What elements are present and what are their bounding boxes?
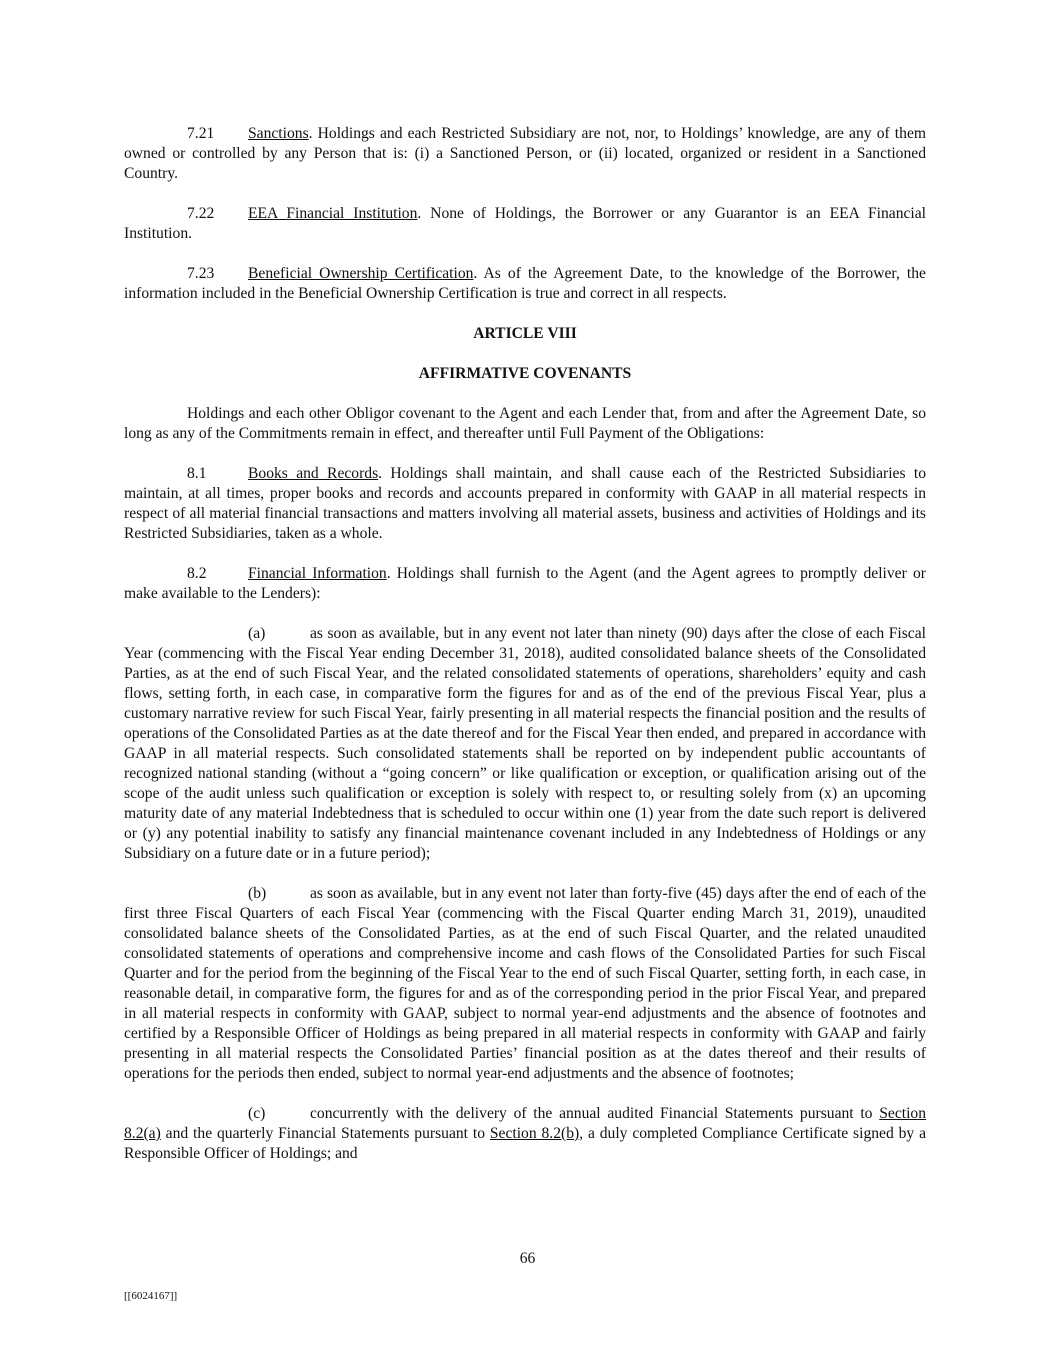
section-number: 7.23 [187,265,215,282]
section-7-23 [124,264,926,304]
section-title: Sanctions [248,125,309,142]
section-text: . None of Holdings, the Borrower or any Guarantor is an EEA Financial Institution. [124,205,926,242]
article-intro: Holdings and each other Obligor covenant to the Agent and each Lender that, from and after the Agreement Date, so long as any of the Commitments remain in effect, and thereafter until Full Payment of the Obligations: [124,405,926,442]
section-8-1 [124,464,926,544]
section-7-22 [124,204,926,244]
section-text: . Holdings and each Restricted Subsidiary are not, nor, to Holdings’ knowledge, are any of them owned or controlled by any Person that is: (i) a Sanctioned Person, or (ii) located, organized or resident in a Sanctioned Country. [124,125,926,182]
clause-label: (b) [248,885,267,902]
section-text: . As of the Agreement Date, to the knowledge of the Borrower, the information included in the Beneficial Ownership Certification is true and correct in all respects. [124,265,926,302]
article-title: AFFIRMATIVE COVENANTS [418,365,632,382]
clause-text: concurrently with the delivery of the annual audited Financial Statements pursuant to [310,1105,880,1122]
document-id: [[6024167]] [124,1290,178,1302]
section-8-2 [124,564,926,604]
article-heading: ARTICLE VIII [473,325,577,342]
section-title: Beneficial Ownership Certification [248,265,474,282]
section-title: Books and Records [248,465,379,482]
page-number: 66 [519,1250,536,1267]
clause-text: , a duly completed Compliance Certificate signed by a Responsible Officer of Holdings; and [124,1125,926,1162]
clause-label: (a) [248,625,266,642]
section-number: 8.1 [187,465,207,482]
section-title: Financial Information [248,565,387,582]
section-7-21 [124,124,926,184]
clause-a [124,624,926,864]
section-text: . Holdings shall furnish to the Agent (and the Agent agrees to promptly deliver or make available to the Lenders): [124,565,926,602]
clause-c [124,1104,926,1164]
clause-label: (c) [248,1105,266,1122]
clause-text: as soon as available, but in any event not later than ninety (90) days after the close of each Fiscal Year (commencing with the Fiscal Year ending December 31, 2018), audited consolidated balance sheets of the Consolidated Parties, as at the end of such Fiscal Year, and the related consolidated statements of operations, shareholders’ equity and cash flows, setting forth, in each case, in comparative form the figures for and as of the end of the previous Fiscal Year, plus a customary narrative review for such Fiscal Year, fairly presenting in all material respects the financial position and the results of operations of the Consolidated Parties as at the date thereof and for the Fiscal Year then ended, and prepared in accordance with GAAP in all material respects. Such consolidated statements shall be reported on by independent public accountants of recognized national standing (without a “going concern” or like qualification or exception, or qualification arising out of the scope of the audit unless such qualification or exception is solely with respect to, or resulting solely from (x) an upcoming maturity date of any material Indebtedness that is scheduled to occur within one (1) year from the date such report is delivered or (y) any potential inability to satisfy any financial maintenance covenant included in any Indebtedness of Holdings or any Subsidiary on a future date or in a future period); [124,625,926,862]
section-text: . Holdings shall maintain, and shall cause each of the Restricted Subsidiaries to maintain, at all times, proper books and records and accounts prepared in conformity with GAAP in all material respects in respect of all material financial transactions and matters involving all material assets, business and activities of Holdings and its Restricted Subsidiaries, taken as a whole. [124,465,926,542]
clause-text: as soon as available, but in any event not later than forty-five (45) days after the end of each of the first three Fiscal Quarters of each Fiscal Year (commencing with the Fiscal Quarter ending March 31, 2019), unaudited consolidated balance sheets of the Consolidated Parties, as at the end of such Fiscal Quarter, and the related unaudited consolidated statements of operations and comprehensive income and cash flows of the Consolidated Parties for such Fiscal Quarter and for the period from the beginning of the Fiscal Year to the end of such Fiscal Quarter, setting forth, in each case, in reasonable detail, in comparative form, the figures for and as of the corresponding period in the prior Fiscal Year, and prepared in all material respects in conformity with GAAP, subject to normal year-end adjustments and the absence of footnotes and certified by a Responsible Officer of Holdings as being prepared in all material respects in conformity with GAAP and fairly presenting in all material respects the Consolidated Parties’ financial position as at the dates thereof and their results of operations for the periods then ended, subject to normal year-end adjustments and the absence of footnotes; [124,885,926,1082]
section-reference-link: Section 8.2(b) [489,1125,580,1142]
clause-b [124,884,926,1084]
section-reference-link: Section 8.2(a) [124,1105,926,1142]
clause-text: and the quarterly Financial Statements pursuant to [160,1125,490,1142]
section-number: 7.21 [187,125,215,142]
section-number: 7.22 [187,205,215,222]
section-number: 8.2 [187,565,207,582]
section-title: EEA Financial Institution [248,205,418,222]
document-page [124,124,926,1184]
